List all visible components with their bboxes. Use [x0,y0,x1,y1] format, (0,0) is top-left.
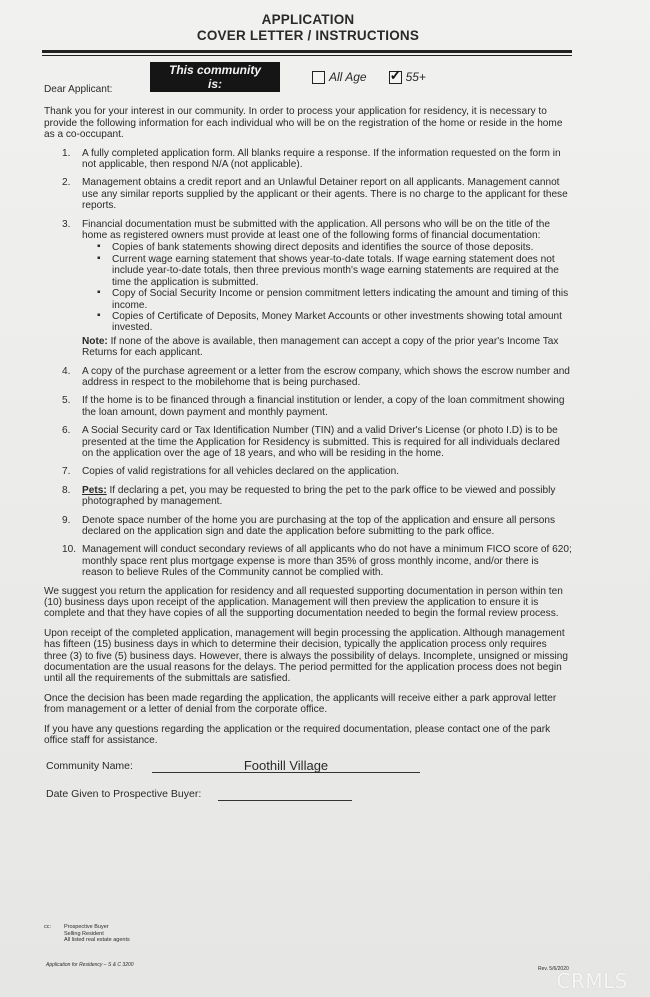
item-text: Management obtains a credit report and an Unlawful Detainer report on all applicants. Management cannot use any similar reports supplied by the applicant or their agents. There is no charge to the applicant for these reports. [82,177,568,212]
bullet-icon: ▪ [97,309,101,321]
watermark-logo: CRMLS [556,969,628,993]
bullet-icon: ▪ [97,252,101,264]
item-number: 4. [62,365,71,377]
bullet-text: Copies of bank statements showing direct deposits and identifies the source of those deposits. [112,242,534,254]
title-line-1: APPLICATION [261,12,355,27]
list-item [44,425,572,459]
document-title [44,12,572,44]
processing-paragraph: Upon receipt of the completed application, management will begin processing the application. Although management has fifteen (15) business days in which to determine their decision, typically the application process only requires three (3) to five (5) business days. However, there is always the possibility of delays. Incomplete, unsigned or missing documentation are the usual reasons for the delays. The period permitted for the application process does not begin until all the requirements of the submittals are satisfied. [44,627,568,685]
item-number: 1. [62,147,71,159]
item-text: Copies of valid registrations for all vehicles declared on the application. [82,466,400,478]
bullet-item [82,311,572,334]
list-item [44,544,572,578]
item-text: A copy of the purchase agreement or a letter from the escrow company, which shows the escrow number and address in respect to the mobilehome that is being purchased. [82,365,570,388]
cc-recipient: Selling Resident [64,930,104,937]
contact-paragraph: If you have any questions regarding the application or the required documentation, please contact one of the park office staff for assistance. [44,723,551,747]
bullet-text: Copy of Social Security Income or pension commitment letters indicating the amount and timing of this income. [112,288,569,311]
item-number: 3. [62,218,71,230]
date-given-label: Date Given to Prospective Buyer: [46,788,202,801]
all-age-checkbox[interactable] [312,71,325,84]
community-name-value: Foothill Village [243,758,329,774]
item-text: A fully completed application form. All blanks require a response. If the information requested on the form in not applicable, then respond N/A (not applicable). [82,147,561,171]
item-text: Denote space number of the home you are purchasing at the top of the application and ensure all persons declared on the application sign and date the application before submitting to the park office. [82,514,556,537]
age-55-label: 55+ [405,70,426,84]
note-label: Note: [82,335,108,347]
date-given-line[interactable] [218,800,352,801]
item-text: If the home is to be financed through a financial institution or lender, a copy of the loan commitment showing the loan amount, down payment and monthly payment. [82,395,565,418]
title-line-2: COVER LETTER / INSTRUCTIONS [196,28,420,43]
list-item [44,395,572,418]
list-item [44,515,572,538]
cc-recipient: Prospective Buyer [64,924,109,930]
letter-body [44,84,572,803]
bullet-icon: ▪ [97,287,101,299]
return-paragraph: We suggest you return the application for residency and all requested supporting documentation in person within ten (10) business days upon receipt of the application. Management will then preview the application to ensure it is complete and that they have copies of all the supporting documentation needed to begin the formal review process. [44,585,563,620]
header-rule-thin [42,55,572,56]
decision-paragraph: Once the decision has been made regarding the application, the applicants will receive either a park approval letter from management or a letter of denial from the corporate office. [44,692,557,716]
community-type-label: This community is: [150,62,280,92]
form-revision: Rev. 5/6/2020 [538,966,569,972]
list-item [44,366,572,389]
pets-label: Pets: [82,484,107,496]
community-name-row [44,755,572,775]
note [82,336,572,359]
community-name-label: Community Name: [46,760,133,773]
list-item [44,148,572,171]
financial-docs-list [82,242,572,333]
list-item [44,466,572,477]
cc-recipients [64,924,130,944]
item-number: 9. [62,514,71,526]
bullet-item [82,254,572,288]
pets-text: If declaring a pet, you may be requested to bring the pet to the park office to be viewed and possibly photographed by management. [82,484,556,508]
intro-paragraph: Thank you for your interest in our community. In order to process your application for residency, it is necessary to provide the following information for each individual who will be on the registration of the home or reside in the home as a co-occupant. [44,106,563,141]
item-number: 7. [62,466,71,478]
item-number: 6. [62,425,71,437]
cc-label: cc: [44,924,52,930]
salutation: Dear Applicant: [44,84,113,95]
item-text [82,485,572,508]
item-text: A Social Security card or Tax Identification Number (TIN) and a valid Driver's License (or photo I.D) is to be presented at the time the Application for Residency is submitted. This is required for all individuals declared on the application over the age of 18 years, and who will be residing in the home. [82,425,560,459]
date-given-row [44,783,572,803]
item-text: Financial documentation must be submitted with the application. All persons who will be on the title of the home as registered owners must provide at least one of the following forms of financial documentation: [82,218,550,242]
form-footer-id: Application for Residency – S & C 3200 [46,962,134,968]
bullet-item [82,288,572,311]
item-number: 10. [62,544,77,556]
all-age-label: All Age [329,70,367,84]
note-text: If none of the above is available, then management can accept a copy of the prior year's Income Tax Returns for each applicant. [82,335,559,359]
cc-recipient: All listed real estate agents [64,937,130,943]
age-55-checkbox[interactable] [389,71,402,84]
bullet-text: Copies of Certificate of Deposits, Money Market Accounts or other investments showing total amount invested. [112,310,562,334]
item-number: 2. [62,177,71,189]
bullet-icon: ▪ [97,241,101,253]
bullet-item [82,242,572,253]
list-item [44,219,572,359]
header-rule-thick [42,50,572,53]
list-item [44,485,572,508]
item-number: 8. [62,484,71,496]
cc-block [44,924,130,944]
item-number: 5. [62,395,71,407]
item-text: Management will conduct secondary reviews of all applicants who do not have a minimum FICO score of 620; monthly space rent plus mortgage expense is more than 35% of gross monthly income, and/or there is reason to believe Rules of the Community cannot be complied with. [82,544,572,579]
bullet-text: Current wage earning statement that shows year-to-date totals. If wage earning statement does not include year-to-date totals, then three previous month's wage earning statements are required at the time the application is submitted. [112,253,559,288]
list-item [44,177,572,211]
requirements-list [44,148,572,579]
